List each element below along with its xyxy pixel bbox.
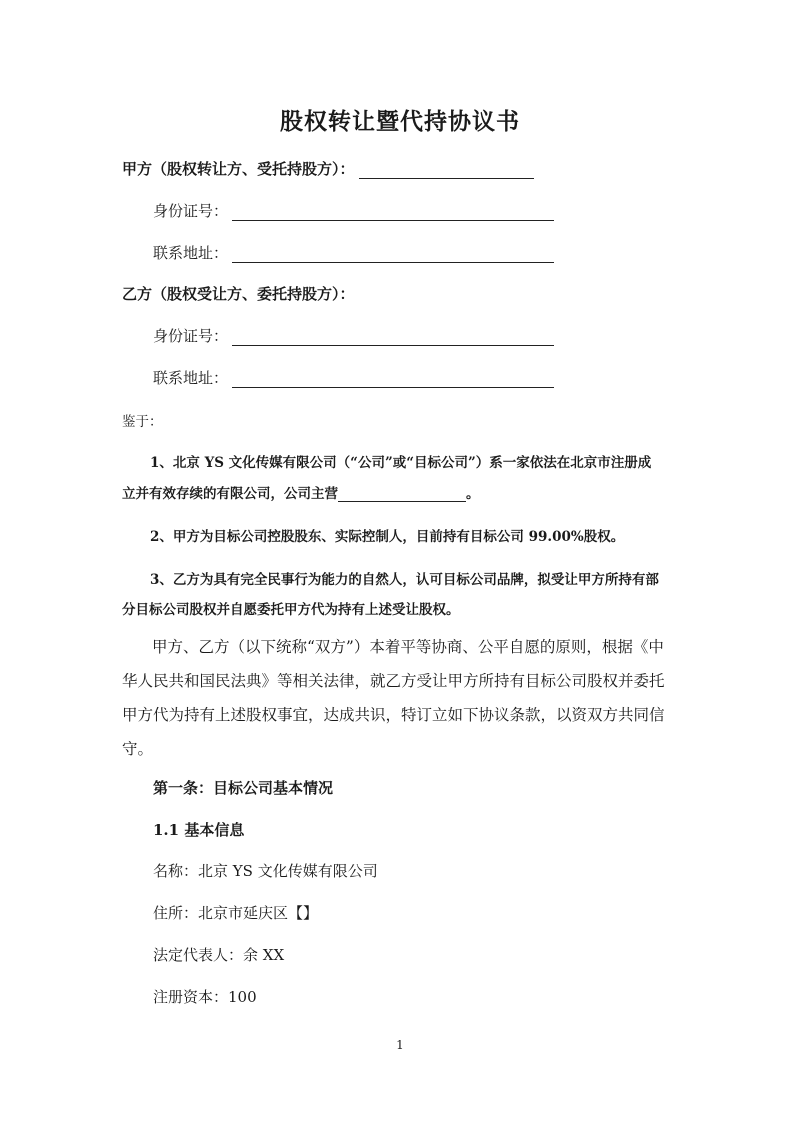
party-a-address-blank — [232, 248, 554, 263]
party-a-id-blank — [232, 206, 554, 221]
party-b-id-row — [153, 325, 554, 346]
party-b-id-label: 身份证号： — [153, 327, 229, 345]
preamble-line2: 华人民共和国民法典》等相关法律，就乙方受让甲方所持有目标公司股权并委托 — [122, 672, 665, 690]
party-a-name-blank — [359, 164, 534, 179]
party-a-row — [122, 158, 534, 179]
article1-subheading: 1.1 基本信息 — [153, 821, 245, 839]
whereas-item1-end: 。 — [466, 486, 480, 502]
whereas-item1-line1: 1、北京 YS 文化传媒有限公司（“公司”或“目标公司”）系一家依法在北京市注册成 — [150, 455, 652, 471]
whereas-item1-line2: 立并有效存续的有限公司，公司主营 — [122, 486, 338, 502]
preamble-line3: 甲方代为持有上述股权事宜，达成共识，特订立如下协议条款，以资双方共同信 — [122, 706, 665, 724]
page-number: 1 — [396, 1038, 404, 1052]
preamble-line4: 守。 — [122, 740, 154, 758]
party-b-id-blank — [232, 331, 554, 346]
party-b-address-row — [153, 367, 554, 388]
party-a-id-label: 身份证号： — [153, 202, 229, 220]
party-b-address-blank — [232, 373, 554, 388]
company-address: 住所：北京市延庆区【】 — [153, 904, 319, 922]
main-business-blank — [338, 487, 466, 502]
registered-capital: 注册资本：100 — [153, 988, 257, 1006]
company-name: 名称：北京 YS 文化传媒有限公司 — [153, 862, 378, 880]
whereas-item1-line2-row — [122, 482, 480, 502]
party-a-address-label: 联系地址： — [153, 244, 229, 262]
party-b-label: 乙方（股权受让方、委托持股方）： — [122, 285, 355, 303]
article1-heading: 第一条：目标公司基本情况 — [153, 779, 334, 797]
party-a-label: 甲方（股权转让方、受托持股方）： — [122, 160, 355, 178]
whereas-item3-line1: 3、乙方为具有完全民事行为能力的自然人，认可目标公司品牌，拟受让甲方所持有部 — [150, 572, 659, 588]
document-title: 股权转让暨代持协议书 — [280, 108, 520, 135]
legal-representative: 法定代表人：余 XX — [153, 946, 285, 964]
party-a-id-row — [153, 200, 554, 221]
whereas-item3-line2: 分目标公司股权并自愿委托甲方代为持有上述受让股权。 — [122, 602, 460, 618]
party-b-address-label: 联系地址： — [153, 369, 229, 387]
preamble-line1: 甲方、乙方（以下统称“双方”）本着平等协商、公平自愿的原则，根据《中 — [152, 638, 664, 656]
party-a-address-row — [153, 242, 554, 263]
whereas-label: 鉴于： — [122, 414, 163, 430]
whereas-item2: 2、甲方为目标公司控股股东、实际控制人，目前持有目标公司 99.00%股权。 — [150, 529, 625, 545]
